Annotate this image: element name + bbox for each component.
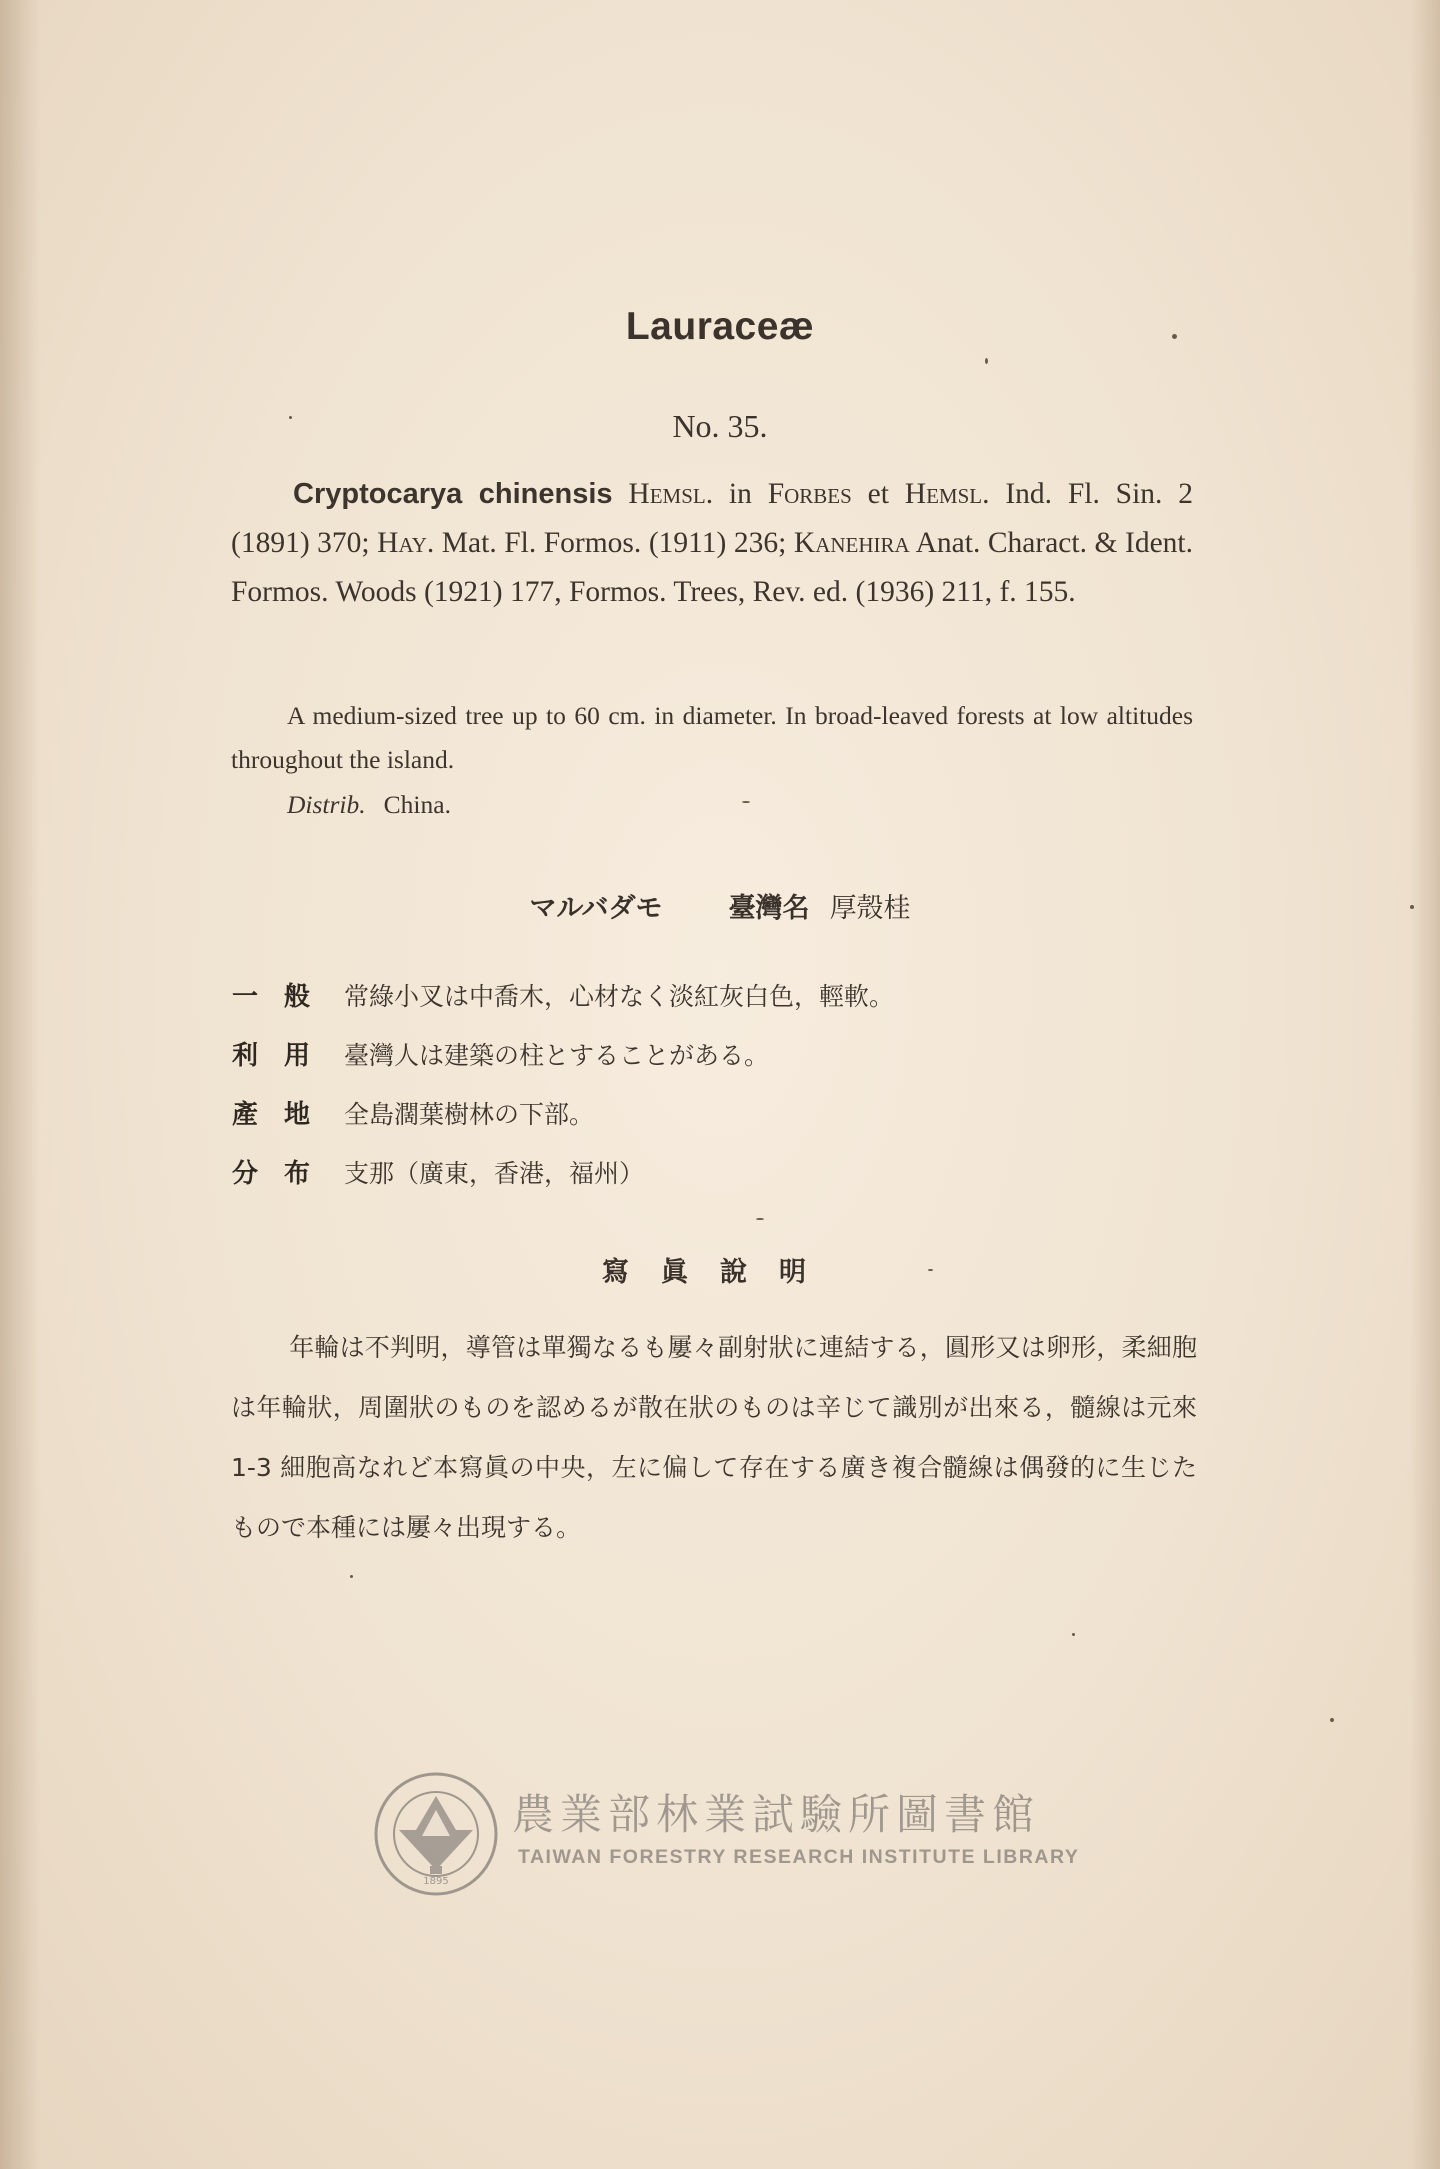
info-list	[232, 965, 1212, 1201]
paper-speck	[1072, 1633, 1075, 1636]
info-label: 產地	[232, 1100, 337, 1130]
citation-author: Kanehira	[793, 527, 910, 559]
info-text: 常綠小叉は中喬木，心材なく淡紅灰白色，輕軟。	[344, 981, 895, 1011]
photo-explanation-heading: 寫眞說明	[602, 1257, 838, 1288]
paper-speck	[756, 1218, 764, 1220]
citation-author: Hemsl.	[904, 478, 990, 510]
distribution-line	[287, 783, 451, 827]
info-label: 利用	[232, 1041, 337, 1071]
taiwan-name-label: 臺灣名	[728, 893, 810, 924]
info-text: 支那（廣東，香港，福州）	[344, 1158, 645, 1188]
family-title: Lauraceæ	[625, 305, 815, 348]
info-row-locality	[232, 1083, 1212, 1142]
species-name: Cryptocarya chinensis	[293, 478, 613, 510]
paper-speck	[742, 801, 750, 803]
info-label: 分布	[232, 1159, 337, 1189]
photo-explanation-text	[231, 1318, 1197, 1558]
info-text: 全島濶葉樹林の下部。	[344, 1099, 595, 1129]
paper-speck	[985, 358, 988, 364]
photo-explanation-body: 年輪は不判明，導管は單獨なるも屢々副射狀に連結する，圓形又は卵形，柔細胞は年輪狀，周圍狀のものを認めるが散在狀のものは辛じて識別が出來る，髓線は元來 1-3 細胞高なれど本寫眞の中央，左に偏して存在する廣き複合髓線は偶發的に生じたもので本種には屢々出現する。	[231, 1333, 1197, 1542]
citation-text: Anat. Charact. & Ident. Formos. Woods (1921) 177, Formos. Trees, Rev. ed. (1936) 211, f. 155.	[231, 527, 1193, 608]
citation-author: Forbes	[767, 478, 852, 510]
distribution-label: Distrib.	[287, 790, 366, 819]
species-citation	[231, 470, 1193, 617]
info-row-distribution	[232, 1142, 1212, 1201]
japanese-common-name: マルバダモ	[529, 893, 663, 924]
citation-text: Mat. Fl. Formos. (1911) 236;	[434, 527, 794, 559]
tree-description	[231, 694, 1193, 782]
info-label: 一般	[232, 982, 337, 1012]
paper-speck	[350, 1575, 353, 1578]
library-stamp	[372, 1770, 1080, 1900]
description-text: A medium-sized tree up to 60 cm. in diameter. In broad-leaved forests at low altitudes throughout the island.	[231, 701, 1193, 774]
library-name-english: TAIWAN FORESTRY RESEARCH INSTITUTE LIBRARY	[518, 1846, 1080, 1868]
library-seal-icon	[372, 1770, 500, 1898]
citation-text: et	[851, 478, 905, 510]
library-name-chinese: 農業部林業試驗所圖書館	[512, 1790, 1041, 1839]
citation-author: Hemsl.	[628, 478, 714, 510]
info-text: 臺灣人は建築の柱とすることがある。	[344, 1040, 770, 1070]
citation-author: Hay.	[377, 527, 435, 559]
distribution-value: China.	[383, 790, 451, 819]
taiwan-name: 厚殼桂	[829, 893, 911, 924]
japanese-name-line	[0, 886, 1440, 925]
citation-text: Ind. Fl. Sin. 2 (1891) 370;	[231, 478, 1194, 559]
citation-text: in	[713, 478, 768, 510]
species-number: No. 35.	[672, 408, 768, 444]
paper-speck	[1330, 1718, 1334, 1722]
info-row-use	[232, 1024, 1212, 1083]
info-row-general	[232, 965, 1212, 1024]
svg-text:1895: 1895	[423, 1876, 449, 1887]
